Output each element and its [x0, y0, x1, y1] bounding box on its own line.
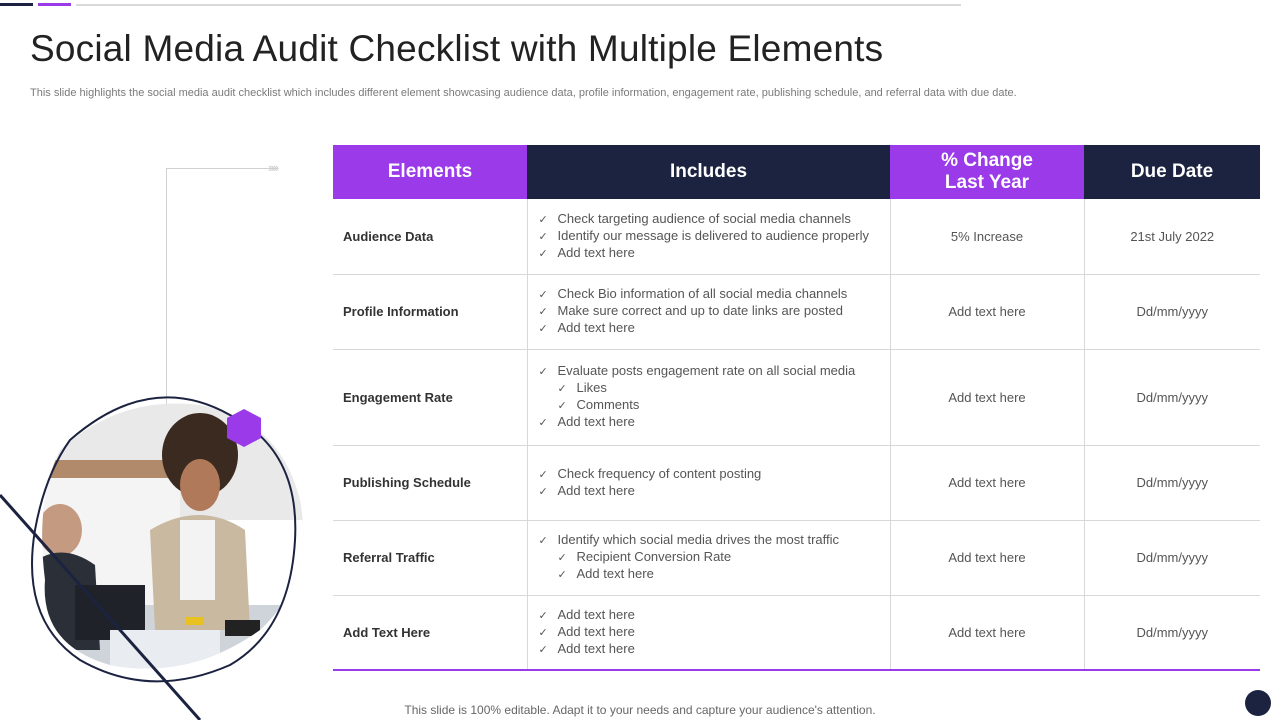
- checklist-item: [539, 286, 889, 303]
- header-change-last-year: % Change Last Year: [890, 145, 1084, 199]
- due-date-cell: Dd/mm/yyyy: [1084, 445, 1260, 520]
- accent-bar-gray: [76, 4, 961, 6]
- checklist-item: [539, 380, 889, 397]
- checklist-item-text: Add text here: [557, 320, 635, 335]
- checklist-item-text: Add text here: [557, 606, 635, 622]
- footer-note: This slide is 100% editable. Adapt it to your needs and capture your audience's attention.: [404, 703, 876, 717]
- check-icon: ✓: [538, 485, 548, 498]
- change-cell: Add text here: [890, 520, 1084, 595]
- accent-bar-purple: [38, 3, 71, 6]
- checklist-item-text: Check frequency of content posting: [557, 465, 762, 481]
- check-icon: ✓: [557, 552, 567, 564]
- table-row: [333, 445, 1260, 520]
- checklist: [529, 211, 889, 262]
- checklist-item: [539, 641, 889, 658]
- checklist-item-text: Identify our message is delivered to audience properly: [557, 227, 869, 243]
- checklist-item: [539, 532, 889, 549]
- includes-cell: [527, 274, 890, 349]
- element-name-cell: Profile Information: [333, 274, 527, 349]
- header-due-date: Due Date: [1084, 145, 1260, 199]
- check-icon: ✓: [538, 213, 548, 226]
- checklist-item-text: Likes: [576, 380, 607, 395]
- checklist-item: [539, 414, 889, 431]
- checklist-item: [539, 466, 889, 483]
- change-cell: 5% Increase: [890, 199, 1084, 274]
- element-name-cell: Add Text Here: [333, 595, 527, 670]
- checklist-item-text: Add text here: [557, 482, 635, 498]
- checklist: [529, 532, 889, 583]
- checklist-item: [539, 228, 889, 245]
- checklist-item: [539, 211, 889, 228]
- element-name-cell: Referral Traffic: [333, 520, 527, 595]
- audit-checklist-table: [333, 145, 1260, 671]
- change-cell: Add text here: [890, 445, 1084, 520]
- checklist: [529, 466, 889, 500]
- checklist-item-text: Add text here: [557, 414, 635, 429]
- slide-title: Social Media Audit Checklist with Multiple Elements: [30, 28, 884, 69]
- checklist: [529, 286, 889, 337]
- check-icon: ✓: [538, 289, 548, 301]
- checklist-item: [539, 549, 889, 566]
- checklist-item-text: Make sure correct and up to date links are posted: [557, 303, 843, 318]
- includes-cell: [527, 199, 890, 274]
- table-row: [333, 595, 1260, 670]
- due-date-cell: Dd/mm/yyyy: [1084, 595, 1260, 670]
- change-cell: Add text here: [890, 595, 1084, 670]
- check-icon: ✓: [538, 417, 548, 429]
- checklist-item: [539, 245, 889, 262]
- check-icon: ✓: [538, 306, 548, 318]
- slide-subtitle: This slide highlights the social media audit checklist which includes different element showcasing audience data, profile information, engagement rate, publishing schedule, and referral data with due date.: [30, 87, 1017, 99]
- check-icon: ✓: [557, 383, 567, 395]
- table-row: [333, 274, 1260, 349]
- checklist-item: [539, 566, 889, 583]
- check-icon: ✓: [538, 468, 548, 481]
- due-date-cell: Dd/mm/yyyy: [1084, 520, 1260, 595]
- due-date-cell: Dd/mm/yyyy: [1084, 274, 1260, 349]
- table-row: [333, 199, 1260, 274]
- check-icon: ✓: [538, 609, 548, 622]
- includes-cell: [527, 595, 890, 670]
- checklist-item: [539, 320, 889, 337]
- checklist-item: [539, 624, 889, 641]
- accent-bar-navy: [0, 3, 33, 6]
- checklist: [529, 607, 889, 658]
- checklist-item-text: Check targeting audience of social media channels: [557, 210, 851, 226]
- checklist-item: [539, 303, 889, 320]
- checklist-item-text: Add text here: [557, 244, 635, 260]
- checklist-item-text: Check Bio information of all social media channels: [557, 286, 848, 301]
- due-date-cell: 21st July 2022: [1084, 199, 1260, 274]
- photo-illustration: [0, 390, 320, 720]
- check-icon: ✓: [557, 569, 567, 581]
- table-row: [333, 349, 1260, 445]
- check-icon: ✓: [538, 626, 548, 639]
- check-icon: ✓: [538, 323, 548, 335]
- header-includes: Includes: [527, 145, 890, 199]
- table-header-row: [333, 145, 1260, 199]
- office-photo: [0, 390, 320, 720]
- change-cell: Add text here: [890, 274, 1084, 349]
- table-row: [333, 520, 1260, 595]
- includes-cell: [527, 445, 890, 520]
- check-icon: ✓: [538, 247, 548, 260]
- corner-dot: [1245, 690, 1271, 716]
- check-icon: ✓: [538, 366, 548, 378]
- check-icon: ✓: [557, 400, 567, 412]
- chevron-arrows-icon: ››››: [268, 160, 278, 175]
- checklist-item: [539, 363, 889, 380]
- header-elements: Elements: [333, 145, 527, 199]
- element-name-cell: Engagement Rate: [333, 349, 527, 445]
- checklist-item-text: Add text here: [557, 640, 635, 656]
- element-name-cell: Publishing Schedule: [333, 445, 527, 520]
- checklist-item: [539, 483, 889, 500]
- checklist-item: [539, 397, 889, 414]
- checklist-item-text: Add text here: [576, 566, 654, 581]
- due-date-cell: Dd/mm/yyyy: [1084, 349, 1260, 445]
- checklist-item-text: Evaluate posts engagement rate on all social media: [557, 363, 856, 378]
- change-cell: Add text here: [890, 349, 1084, 445]
- checklist-item-text: Identify which social media drives the most traffic: [557, 532, 840, 547]
- check-icon: ✓: [538, 230, 548, 243]
- includes-cell: [527, 349, 890, 445]
- includes-cell: [527, 520, 890, 595]
- check-icon: ✓: [538, 643, 548, 656]
- checklist: [529, 363, 889, 431]
- checklist-item-text: Comments: [576, 397, 640, 412]
- checklist-item-text: Recipient Conversion Rate: [576, 549, 732, 564]
- element-name-cell: Audience Data: [333, 199, 527, 274]
- check-icon: ✓: [538, 535, 548, 547]
- checklist-item: [539, 607, 889, 624]
- checklist-item-text: Add text here: [557, 623, 635, 639]
